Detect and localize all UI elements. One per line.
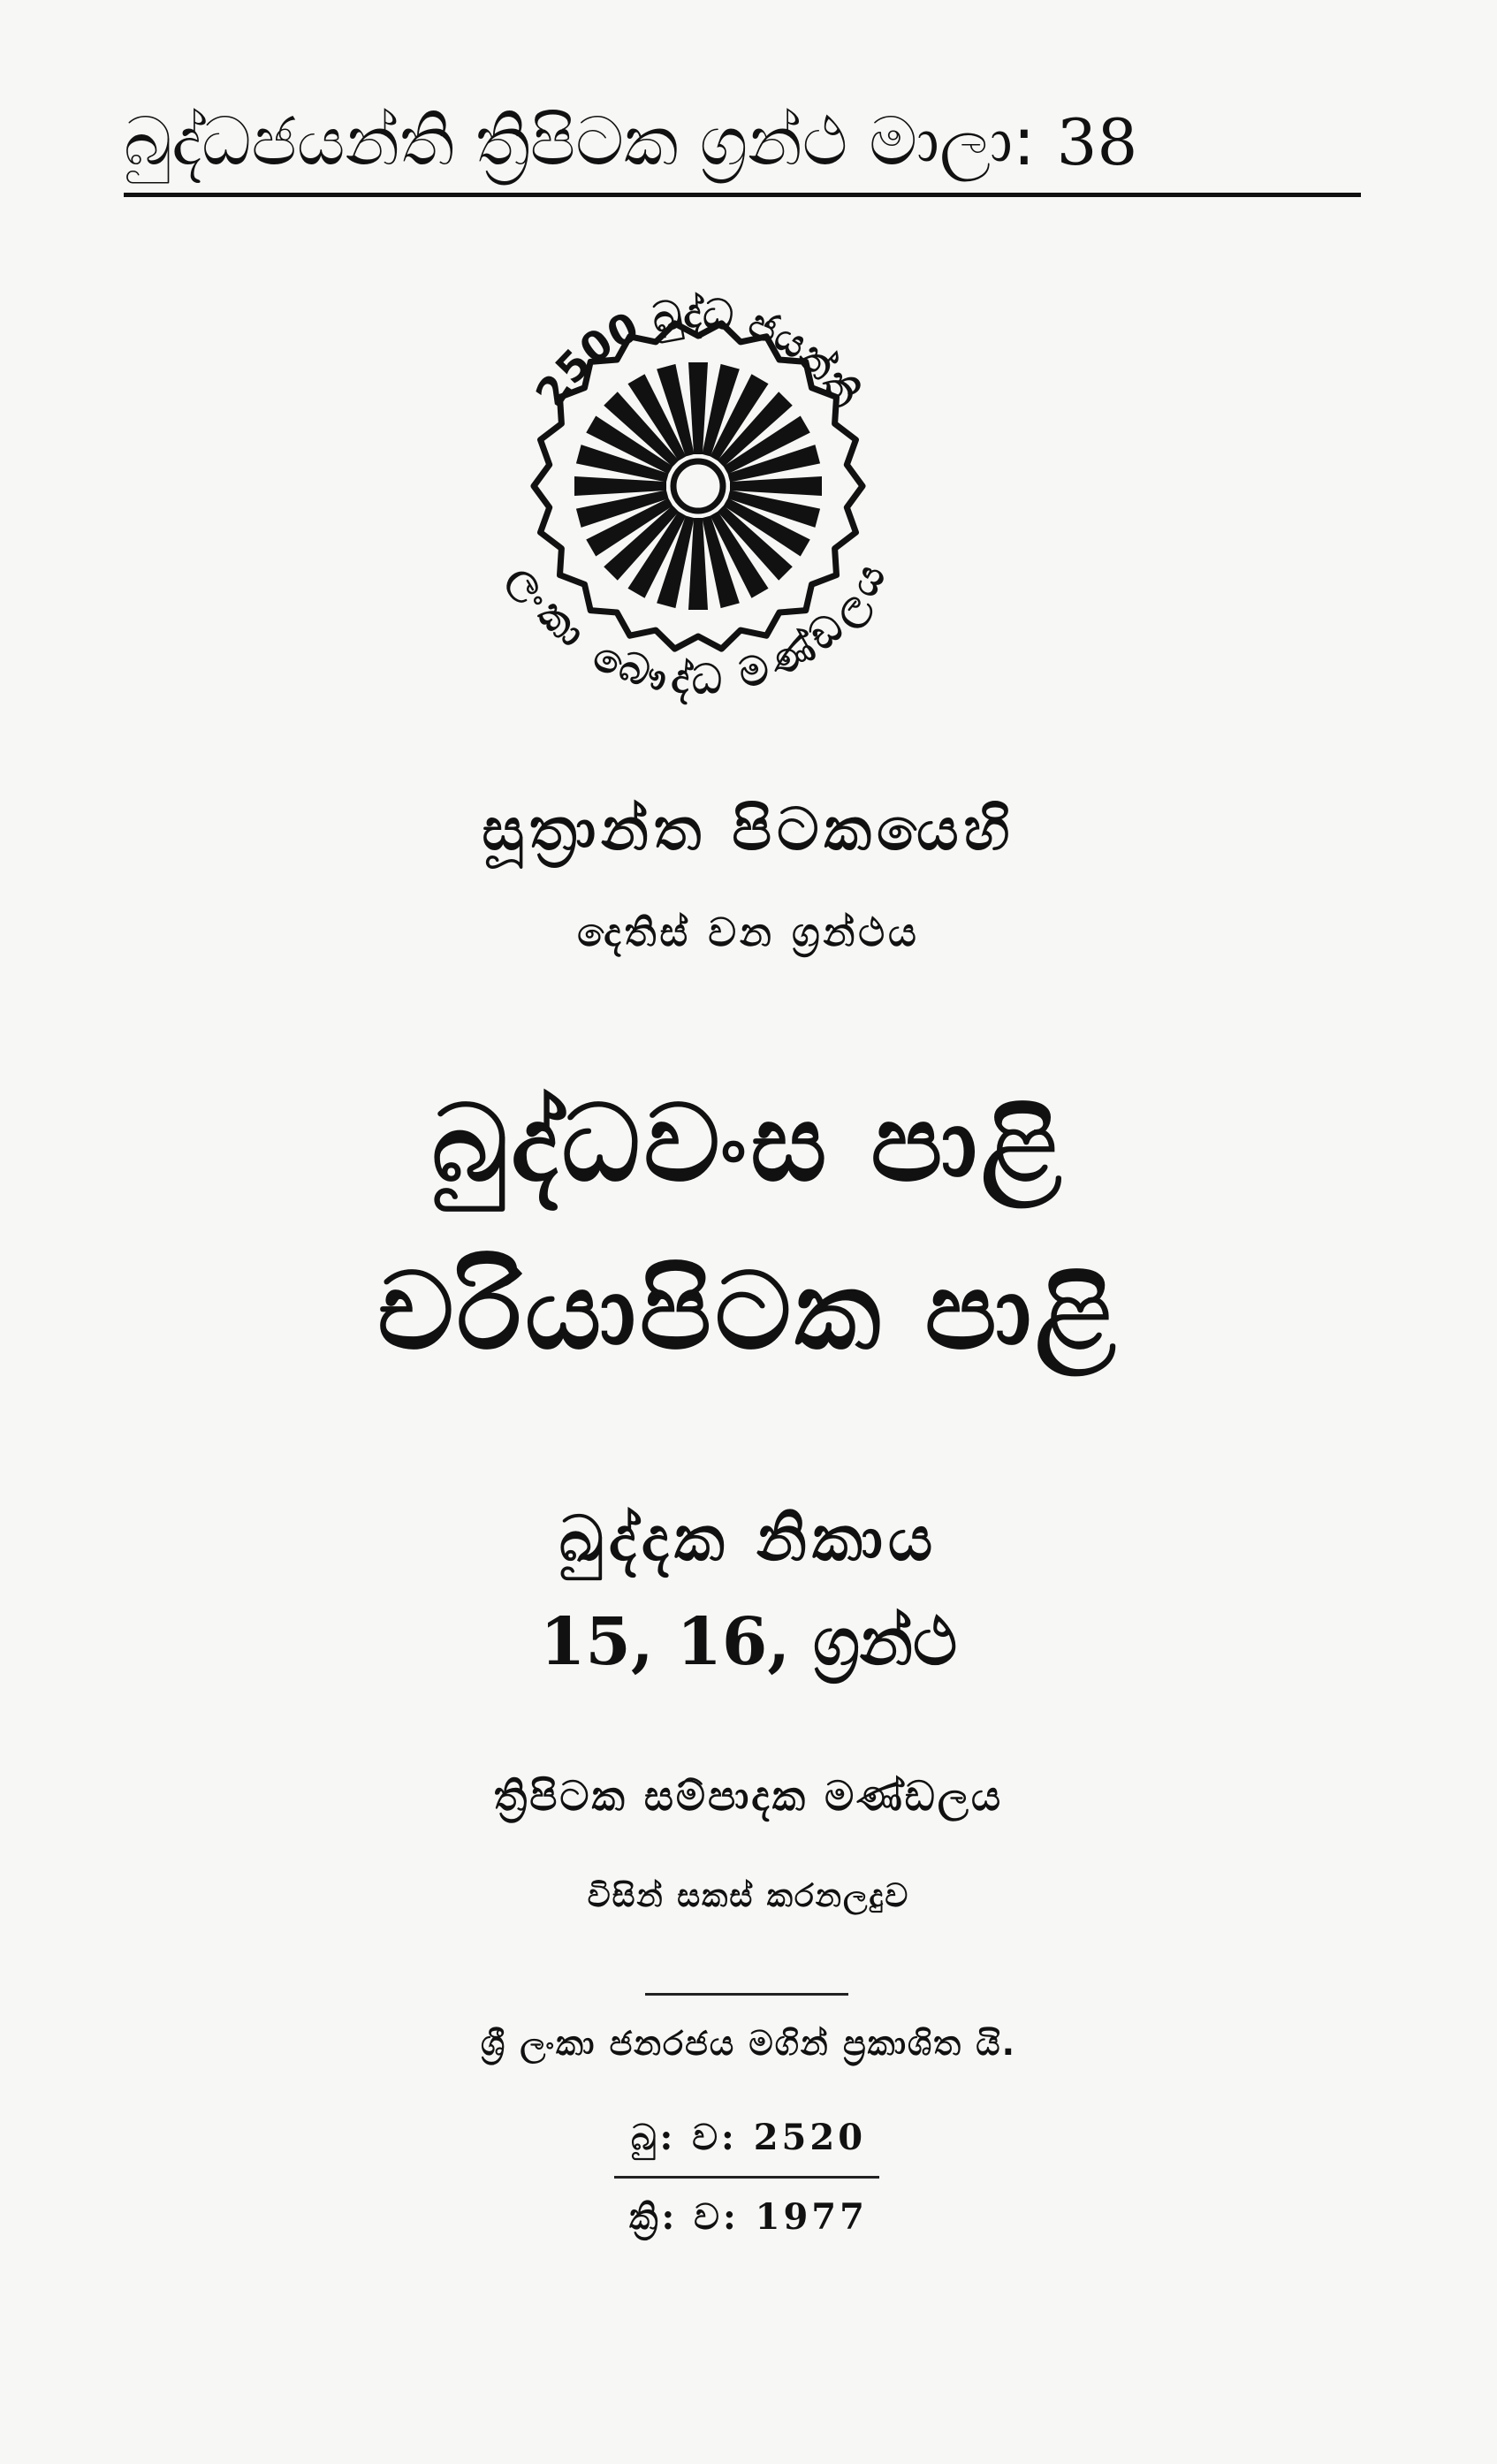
book-number: දෙතිස් වන ග්‍රන්ථය	[577, 910, 920, 955]
wheel-spoke	[574, 476, 666, 496]
wheel-spoke	[688, 362, 708, 454]
volume-numbers: 15, 16, ග්‍රන්ථ	[539, 1604, 958, 1680]
wheel-spoke	[730, 476, 822, 496]
emblem-ring-text-top: 2500 බුද්ධ ජයන්ති	[526, 288, 870, 415]
header-rule	[124, 193, 1361, 197]
divider-rule	[645, 1993, 848, 1996]
main-title-line-2: චරියාපිටක පාළි	[377, 1251, 1120, 1373]
dharma-wheel-emblem	[460, 247, 937, 725]
date-divider-rule	[614, 2176, 879, 2179]
series-header	[124, 97, 1379, 186]
series-title: බුද්ධජයන්ති ත්‍රිපිටක ග්‍රන්ථ මාලා:	[124, 102, 1036, 180]
main-title-line-1: බුද්ධවංස පාළි	[431, 1083, 1066, 1205]
edited-by: විසින් සකස් කරනලදුව	[587, 1878, 910, 1914]
publisher-line: ශ්‍රී ලංකා ජනරජය මගින් ප්‍රකාශිත යි.	[480, 2024, 1017, 2063]
nikaya-name: ඛුද්දක නිකාය	[559, 1502, 938, 1575]
common-era-year: ක්‍රි: ව: 1977	[629, 2196, 868, 2238]
wheel-spoke	[688, 518, 708, 610]
buddhist-era-year: බු: ව: 2520	[630, 2117, 867, 2158]
series-number: 38	[1056, 105, 1138, 179]
emblem-ring-text-bottom: ලංකා බෞද්ධ මණ්ඩලය	[501, 555, 895, 703]
editorial-board: ත්‍රිපිටක සම්පාදක මණ්ඩලය	[493, 1772, 1004, 1820]
pitaka-heading: සූත්‍රාන්ත පිටකයෙහි	[482, 795, 1015, 863]
wheel-hub	[673, 461, 723, 511]
